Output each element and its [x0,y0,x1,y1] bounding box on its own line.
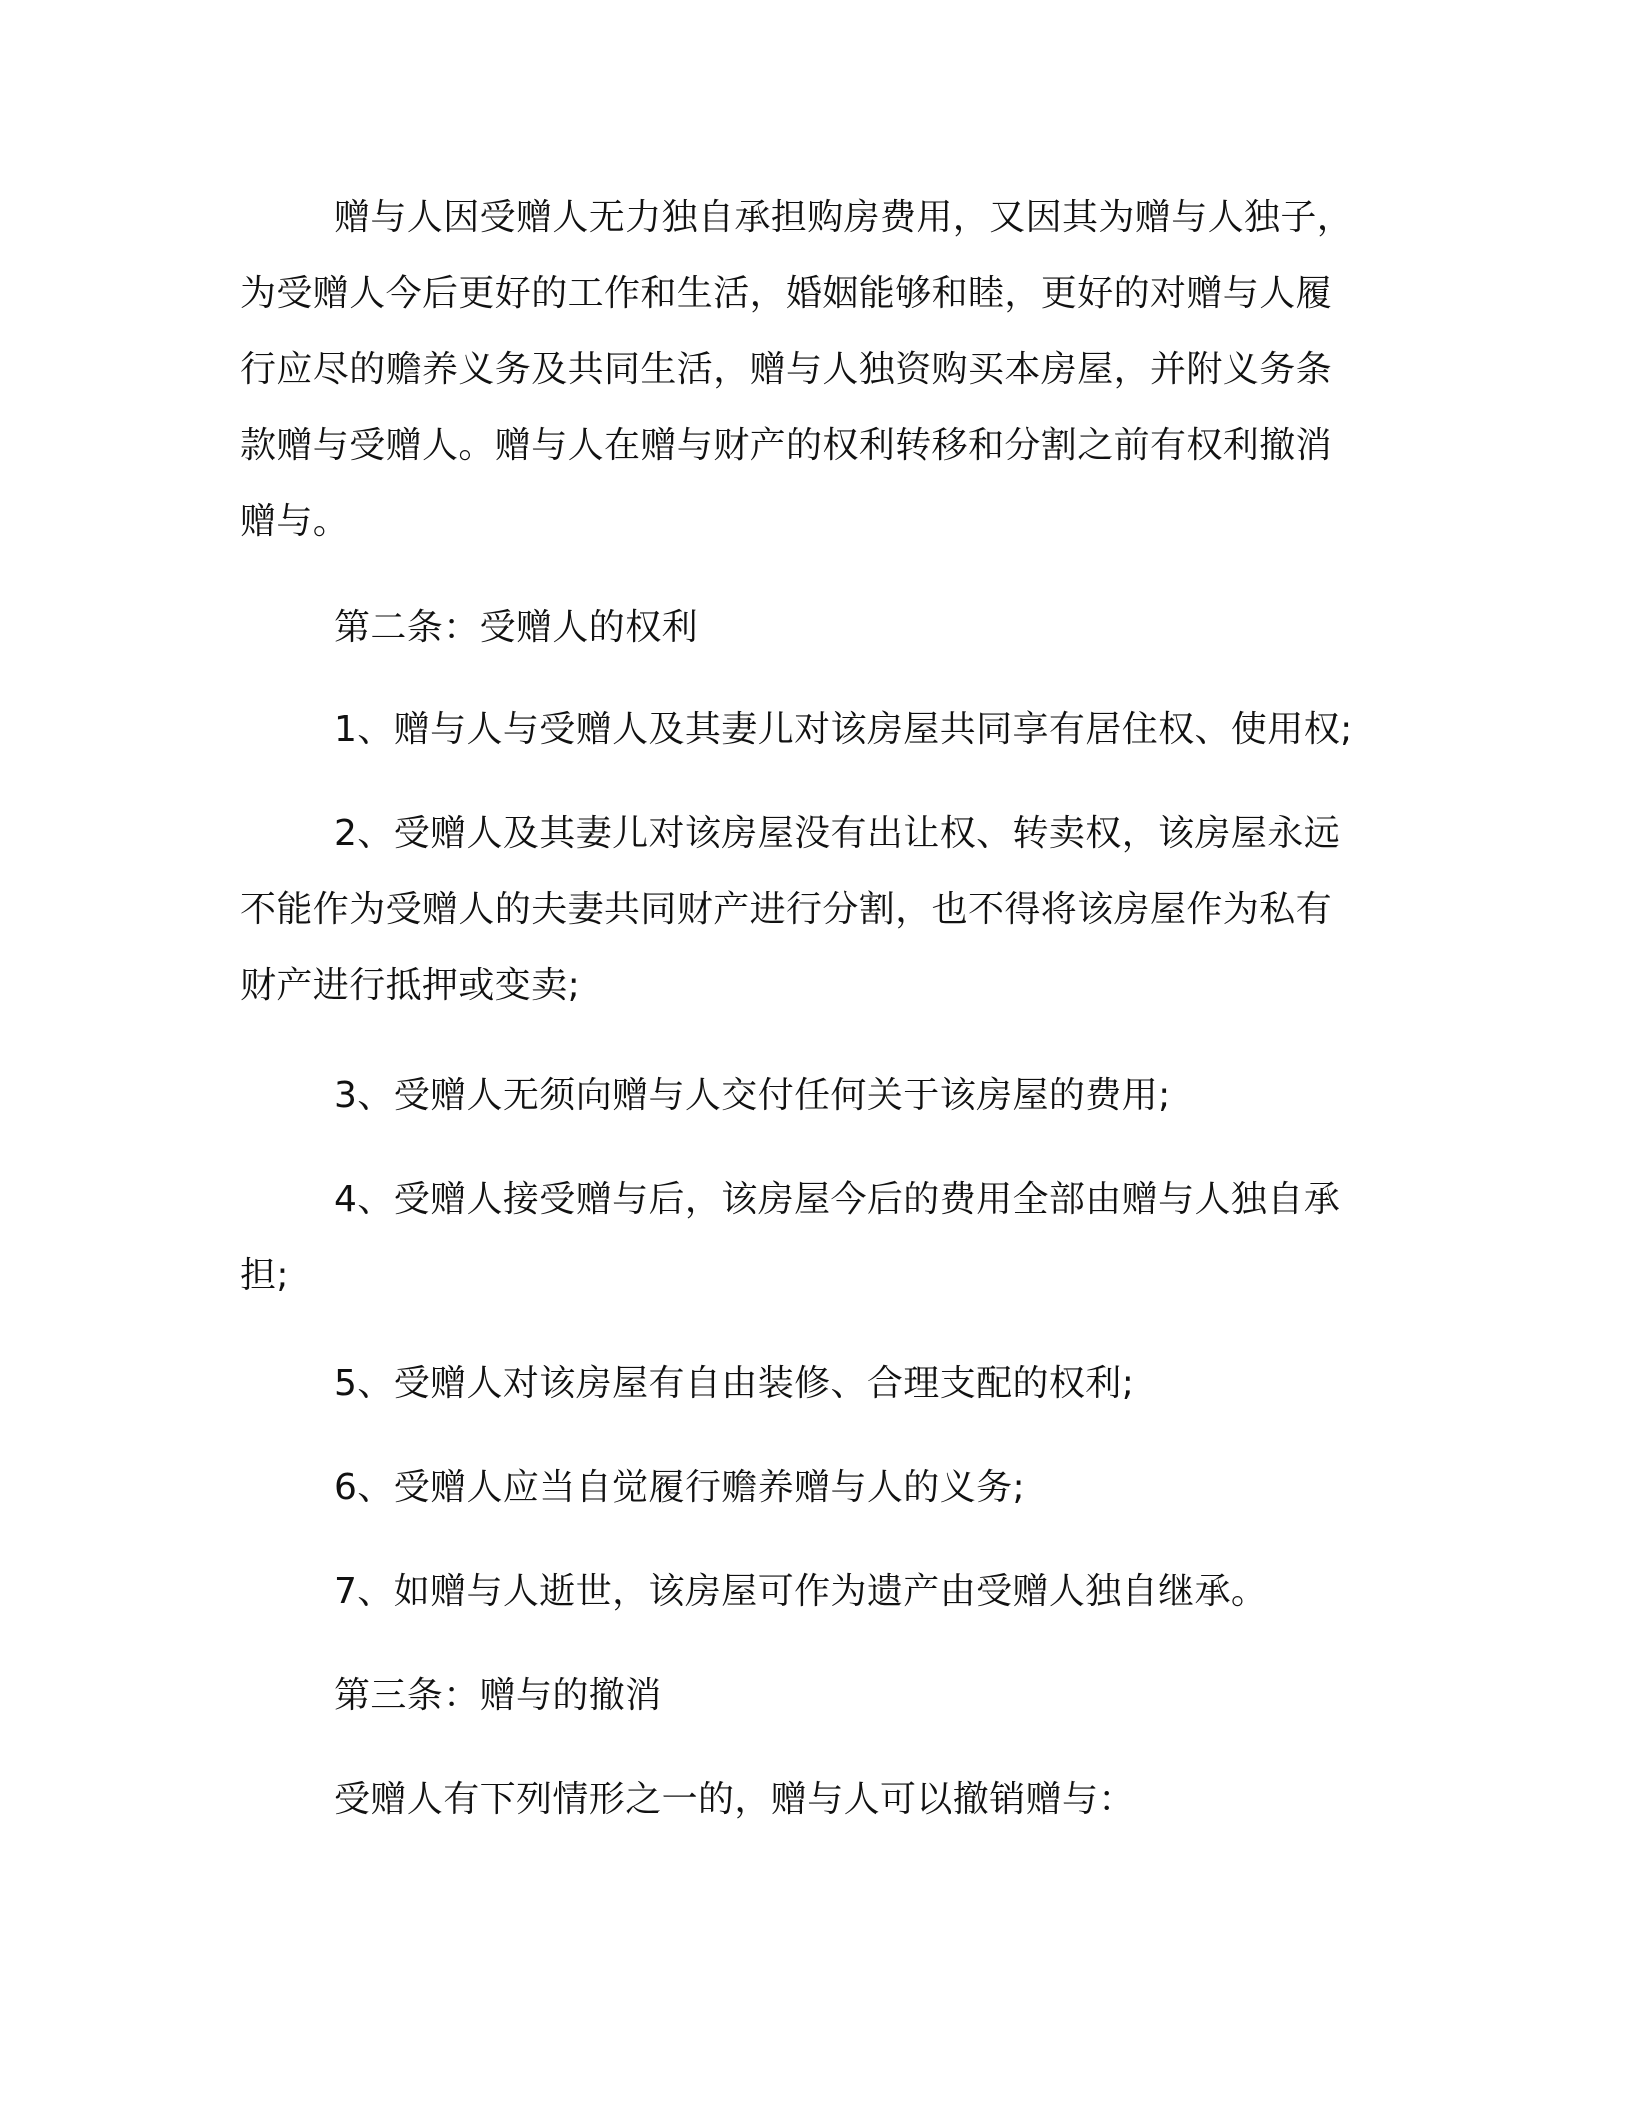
paragraph-line: 款赠与受赠人。赠与人在赠与财产的权利转移和分割之前有权利撤消 [240,425,1333,466]
list-item [334,1554,1267,1630]
list-item [334,692,1353,768]
article-3-intro [334,1762,1135,1838]
list-item-text: 1、赠与人与受赠人及其妻儿对该房屋共同享有居住权、使用权; [334,709,1353,750]
paragraph-line: 赠与人因受赠人无力独自承担购房费用，又因其为赠与人独子， [334,197,1354,238]
paragraph-line: 行应尽的赡养义务及共同生活，赠与人独资购买本房屋，并附义务条 [240,349,1333,390]
list-item-line: 4、受赠人接受赠与后，该房屋今后的费用全部由赠与人独自承 [334,1179,1341,1220]
list-item [240,796,1340,1024]
list-item-text: 3、受赠人无须向赠与人交付任何关于该房屋的费用; [334,1075,1171,1116]
article-3-heading [334,1658,662,1734]
paragraph-line: 赠与。 [240,501,350,542]
gift-purpose-paragraph [240,180,1353,560]
paragraph-line: 为受赠人今后更好的工作和生活，婚姻能够和睦，更好的对赠与人履 [240,273,1333,314]
list-item [240,1162,1340,1314]
list-item-text: 5、受赠人对该房屋有自由装修、合理支配的权利; [334,1363,1135,1404]
list-item [334,1346,1134,1422]
list-item [334,1450,1025,1526]
list-item [334,1058,1171,1134]
paragraph-text: 受赠人有下列情形之一的，赠与人可以撤销赠与： [334,1779,1135,1820]
heading-text: 第二条：受赠人的权利 [334,607,699,648]
list-item-line: 财产进行抵押或变卖; [240,965,581,1006]
list-item-text: 7、如赠与人逝世，该房屋可作为遗产由受赠人独自继承。 [334,1571,1268,1612]
heading-text: 第三条：赠与的撤消 [334,1675,662,1716]
list-item-text: 6、受赠人应当自觉履行赡养赠与人的义务; [334,1467,1026,1508]
list-item-line: 不能作为受赠人的夫妻共同财产进行分割，也不得将该房屋作为私有 [240,889,1333,930]
list-item-line: 担; [240,1255,289,1296]
article-2-heading [334,590,698,666]
list-item-line: 2、受赠人及其妻儿对该房屋没有出让权、转卖权，该房屋永远 [334,813,1341,854]
